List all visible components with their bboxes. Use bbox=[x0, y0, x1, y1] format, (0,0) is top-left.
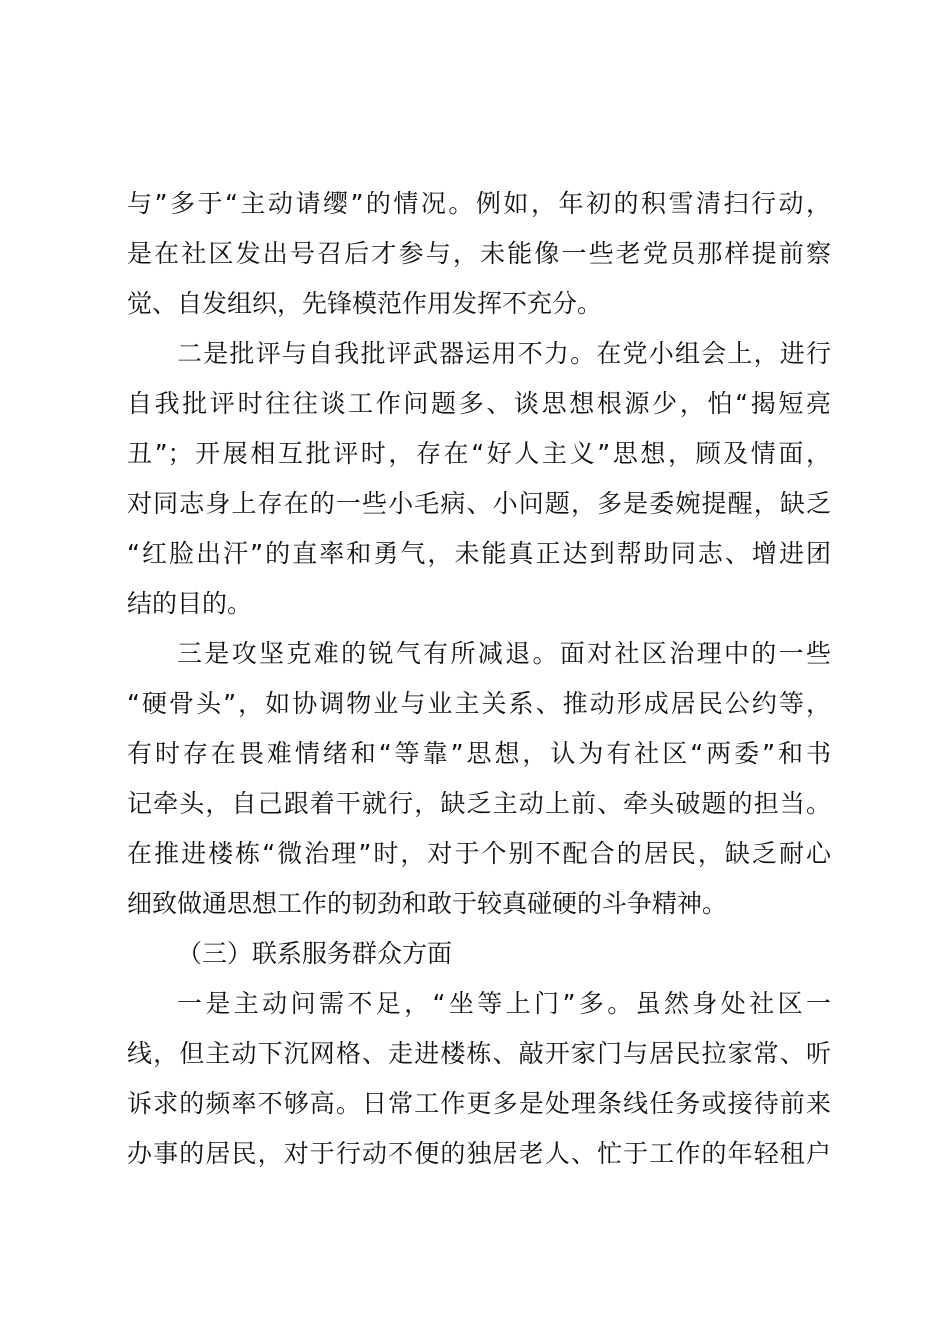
text-line: 线，但主动下沉网格、走进楼栋、敲开家门与居民拉家常、听 bbox=[127, 1039, 831, 1068]
text-line: 在推进楼栋“微治理”时，对于个别不配合的居民，缺乏耐心 bbox=[127, 839, 831, 868]
text-line: 丑”；开展相互批评时，存在“好人主义”思想，顾及情面， bbox=[127, 439, 831, 468]
text-line: 有时存在畏难情绪和“等靠”思想，认为有社区“两委”和书 bbox=[127, 739, 831, 768]
section-heading: （三）联系服务群众方面 bbox=[177, 939, 453, 968]
text-line: “硬骨头”，如协调物业与业主关系、推动形成居民公约等， bbox=[127, 689, 831, 718]
paragraph-start-line: 二是批评与自我批评武器运用不力。在党小组会上，进行 bbox=[177, 339, 831, 368]
paragraph-start-line: 三是攻坚克难的锐气有所减退。面对社区治理中的一些 bbox=[177, 639, 831, 668]
text-line: 对同志身上存在的一些小毛病、小问题，多是委婉提醒，缺乏 bbox=[127, 489, 831, 518]
text-line: 与”多于“主动请缨”的情况。例如，年初的积雪清扫行动， bbox=[127, 189, 831, 218]
paragraph-start-line: 一是主动问需不足，“坐等上门”多。虽然身处社区一 bbox=[177, 989, 831, 1018]
text-line: 记牵头，自己跟着干就行，缺乏主动上前、牵头破题的担当。 bbox=[127, 789, 831, 818]
text-line: 结的目的。 bbox=[127, 589, 253, 618]
text-line: 自我批评时往往谈工作问题多、谈思想根源少，怕“揭短亮 bbox=[127, 389, 831, 418]
text-line: 诉求的频率不够高。日常工作更多是处理条线任务或接待前来 bbox=[127, 1089, 831, 1118]
text-line: 办事的居民，对于行动不便的独居老人、忙于工作的年轻租户 bbox=[127, 1139, 831, 1168]
text-line: 细致做通思想工作的韧劲和敢于较真碰硬的斗争精神。 bbox=[127, 889, 728, 918]
text-line: 是在社区发出号召后才参与，未能像一些老党员那样提前察 bbox=[127, 239, 831, 268]
text-line: “红脸出汗”的直率和勇气，未能真正达到帮助同志、增进团 bbox=[127, 539, 831, 568]
text-line: 觉、自发组织，先锋模范作用发挥不充分。 bbox=[127, 289, 603, 318]
